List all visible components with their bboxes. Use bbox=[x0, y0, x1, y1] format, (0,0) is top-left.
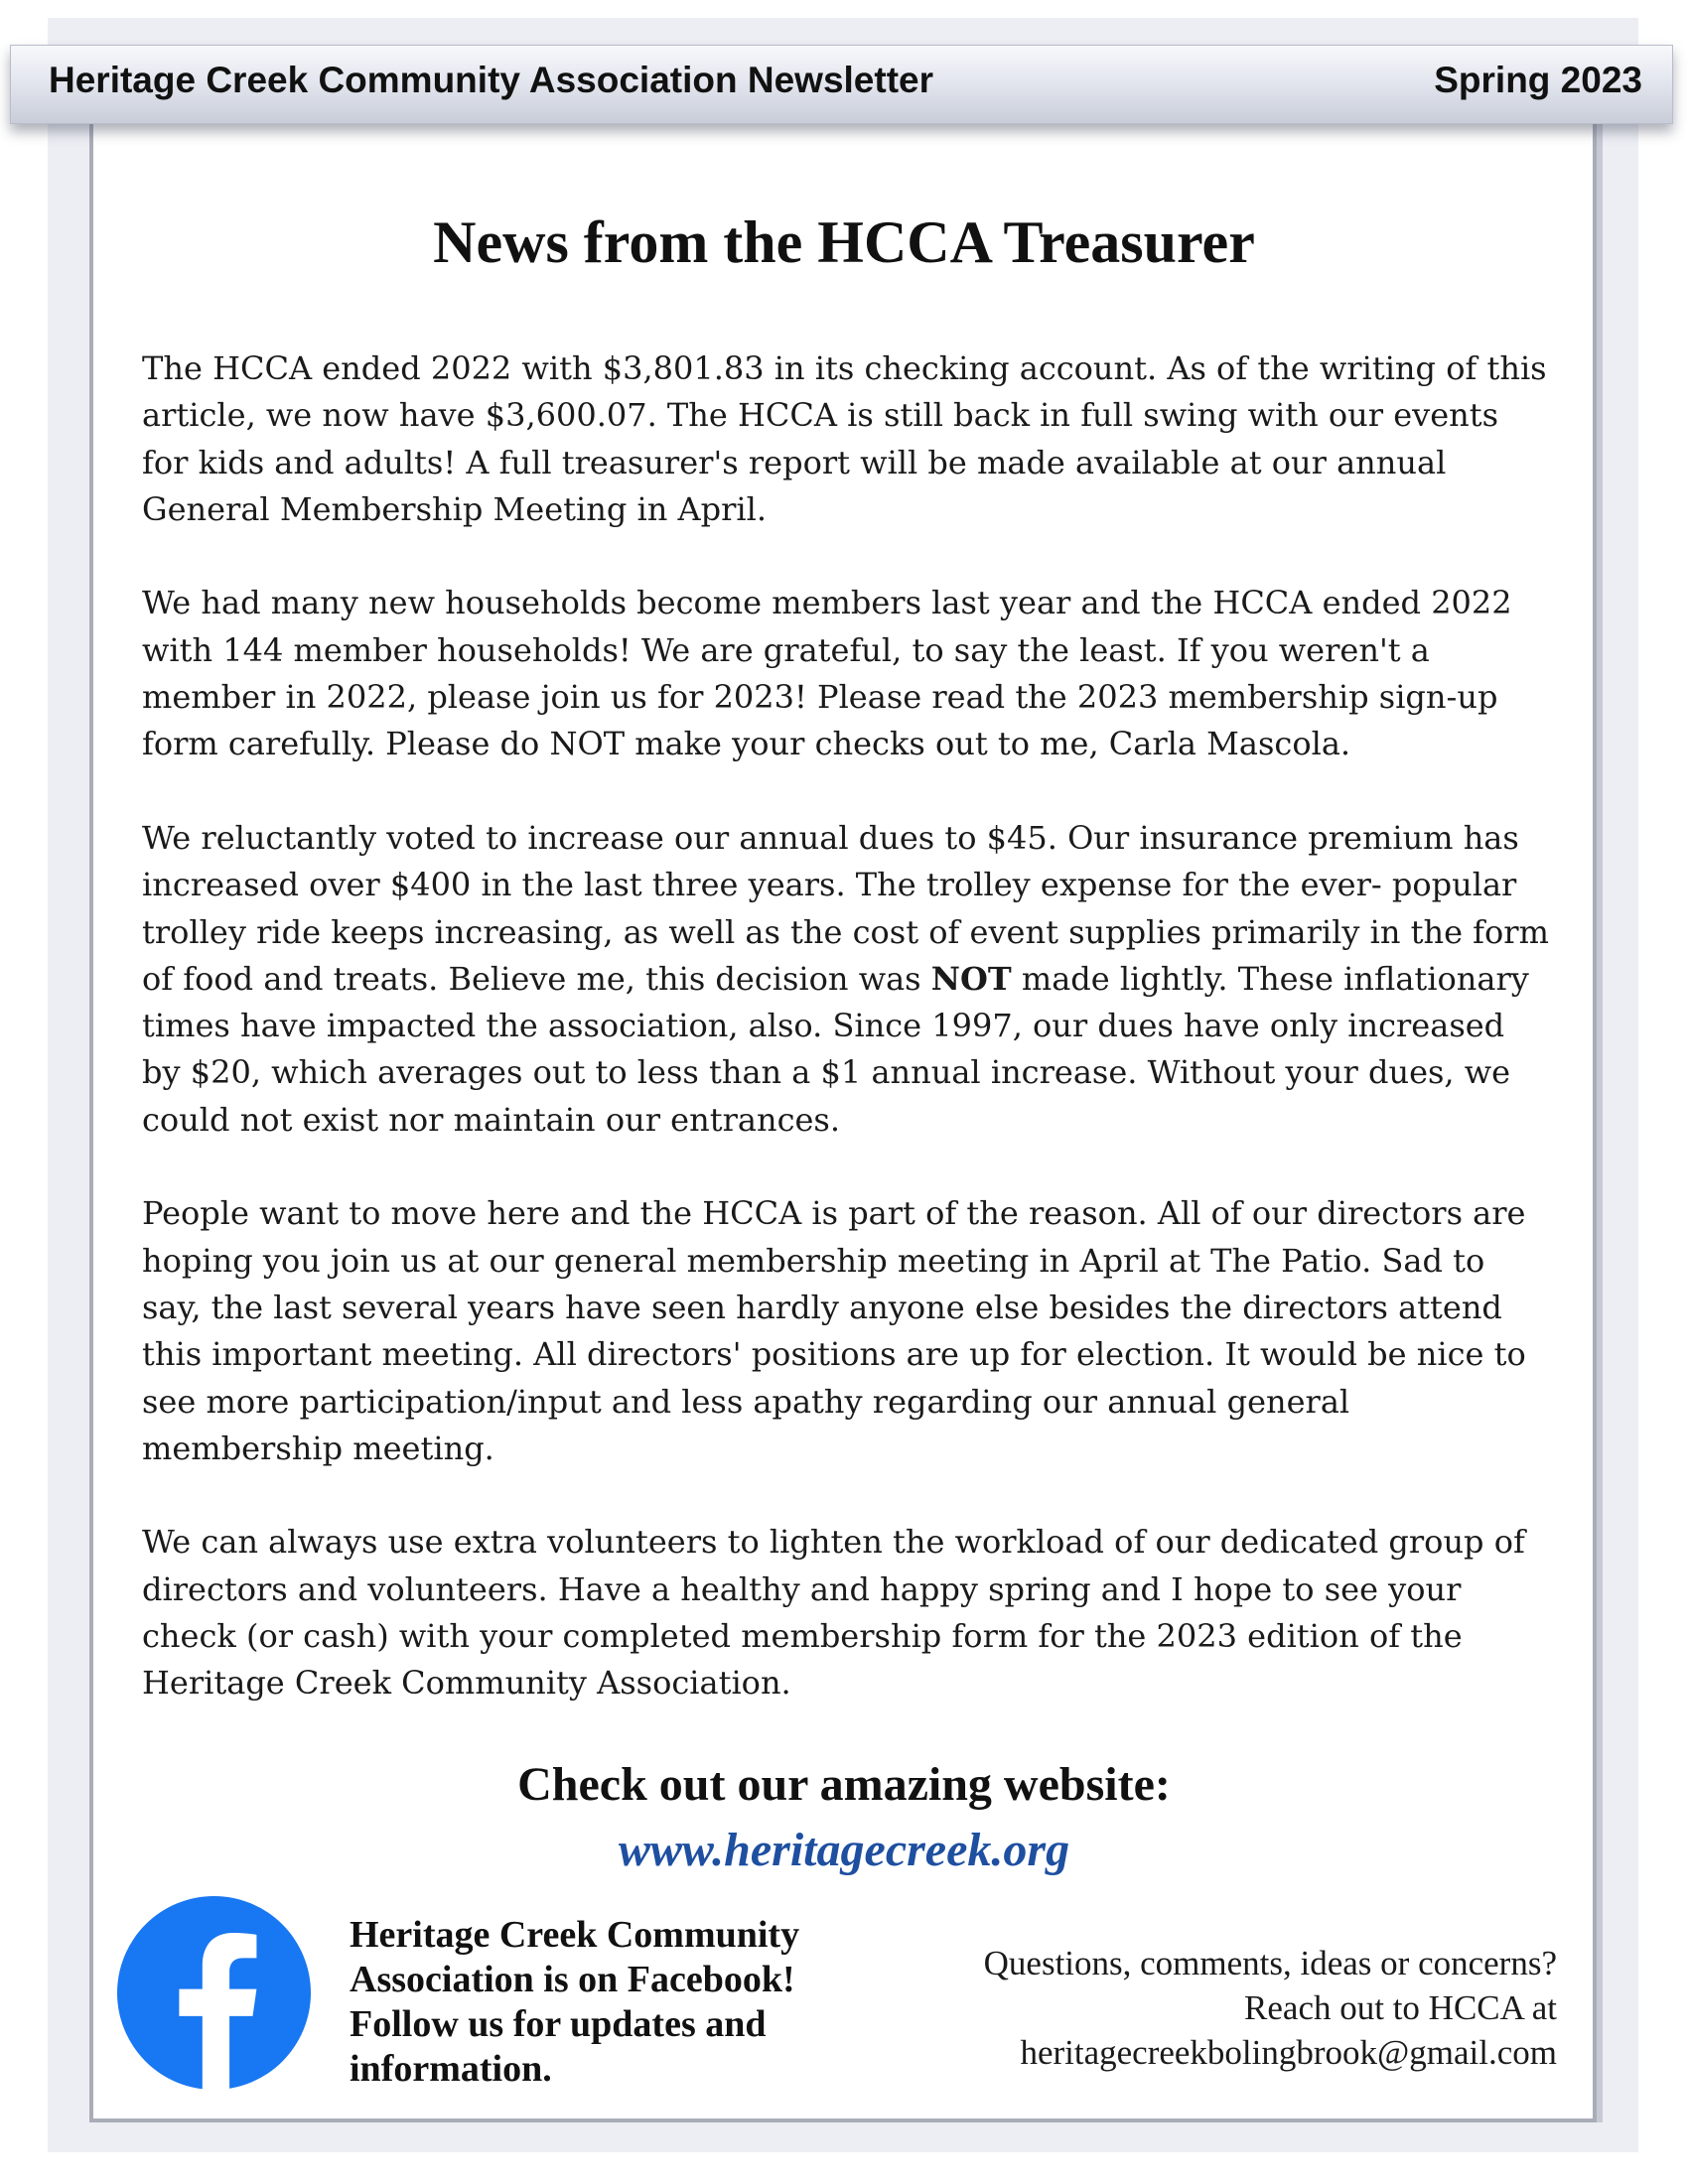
dues-text-before: We reluctantly voted to increase our annual dues to $45. Our insurance premium has increased over $400 in the last three years. The trolley expense for the ever- popular trolley ride keeps increasing, as well as the cost of event supplies primarily in the form of food and treats. Believe me, this decision was bbox=[142, 818, 1549, 998]
dues-text-after: made lightly. These inflationary times have impacted the association, also. Since 1997, our dues have only increased by $20, which averages out to less than a $1 annual increase. Without your dues, we could not exist nor maintain our entrances. bbox=[142, 959, 1529, 1139]
contact-message: Questions, comments, ideas or concerns? Reach out to HCCA at bbox=[983, 1944, 1557, 2027]
website-link[interactable]: www.heritagecreek.org bbox=[618, 1824, 1070, 1876]
article-headline: News from the HCCA Treasurer bbox=[433, 209, 1255, 275]
paragraph-volunteers: We can always use extra volunteers to lighten the workload of our dedicated group of directors and volunteers. Have a healthy and happy spring and I hope to see your check (or cash) with your completed membership form for the 2023 edition of the Heritage Creek Community Association. bbox=[142, 1523, 1525, 1703]
website-heading: Check out our amazing website: bbox=[517, 1758, 1171, 1811]
facebook-message: Heritage Creek Community Association is on Facebook! Follow us for updates and information. bbox=[350, 1914, 800, 2090]
newsletter-title: Heritage Creek Community Association Newsletter bbox=[49, 60, 933, 100]
panel-shadow bbox=[1597, 117, 1603, 2122]
paragraph-membership: We had many new households become members last year and the HCCA ended 2022 with 144 member households! We are grateful, to say the least. If you weren't a member in 2022, please join us for 2023! Please read the 2023 membership sign-up form carefully. Please do NOT make your checks out to me, Carla Mascola. bbox=[142, 584, 1512, 763]
article-body bbox=[142, 345, 1552, 1754]
facebook-icon[interactable] bbox=[117, 1896, 311, 2090]
contact-info bbox=[941, 1941, 1557, 2075]
dues-emphasis: NOT bbox=[930, 959, 1012, 998]
header-banner bbox=[10, 45, 1673, 124]
contact-email[interactable]: heritagecreekbolingbrook@gmail.com bbox=[1020, 2033, 1557, 2072]
paragraph-dues bbox=[142, 815, 1552, 1144]
paragraph-balance: The HCCA ended 2022 with $3,801.83 in its checking account. As of the writing of this article, we now have $3,600.07. The HCCA is still back in full swing with our events for kids and adults! A full treasurer's report will be made available at our annual General Membership Meeting in April. bbox=[142, 349, 1547, 528]
paragraph-meeting: People want to move here and the HCCA is part of the reason. All of our directors are hoping you join us at our general membership meeting in April at The Patio. Sad to say, the last several years have seen hardly anyone else besides the directors attend this important meeting. All directors' positions are up for election. It would be nice to see more participation/input and less apathy regarding our annual general membership meeting. bbox=[142, 1194, 1526, 1467]
newsletter-season: Spring 2023 bbox=[1434, 60, 1642, 100]
